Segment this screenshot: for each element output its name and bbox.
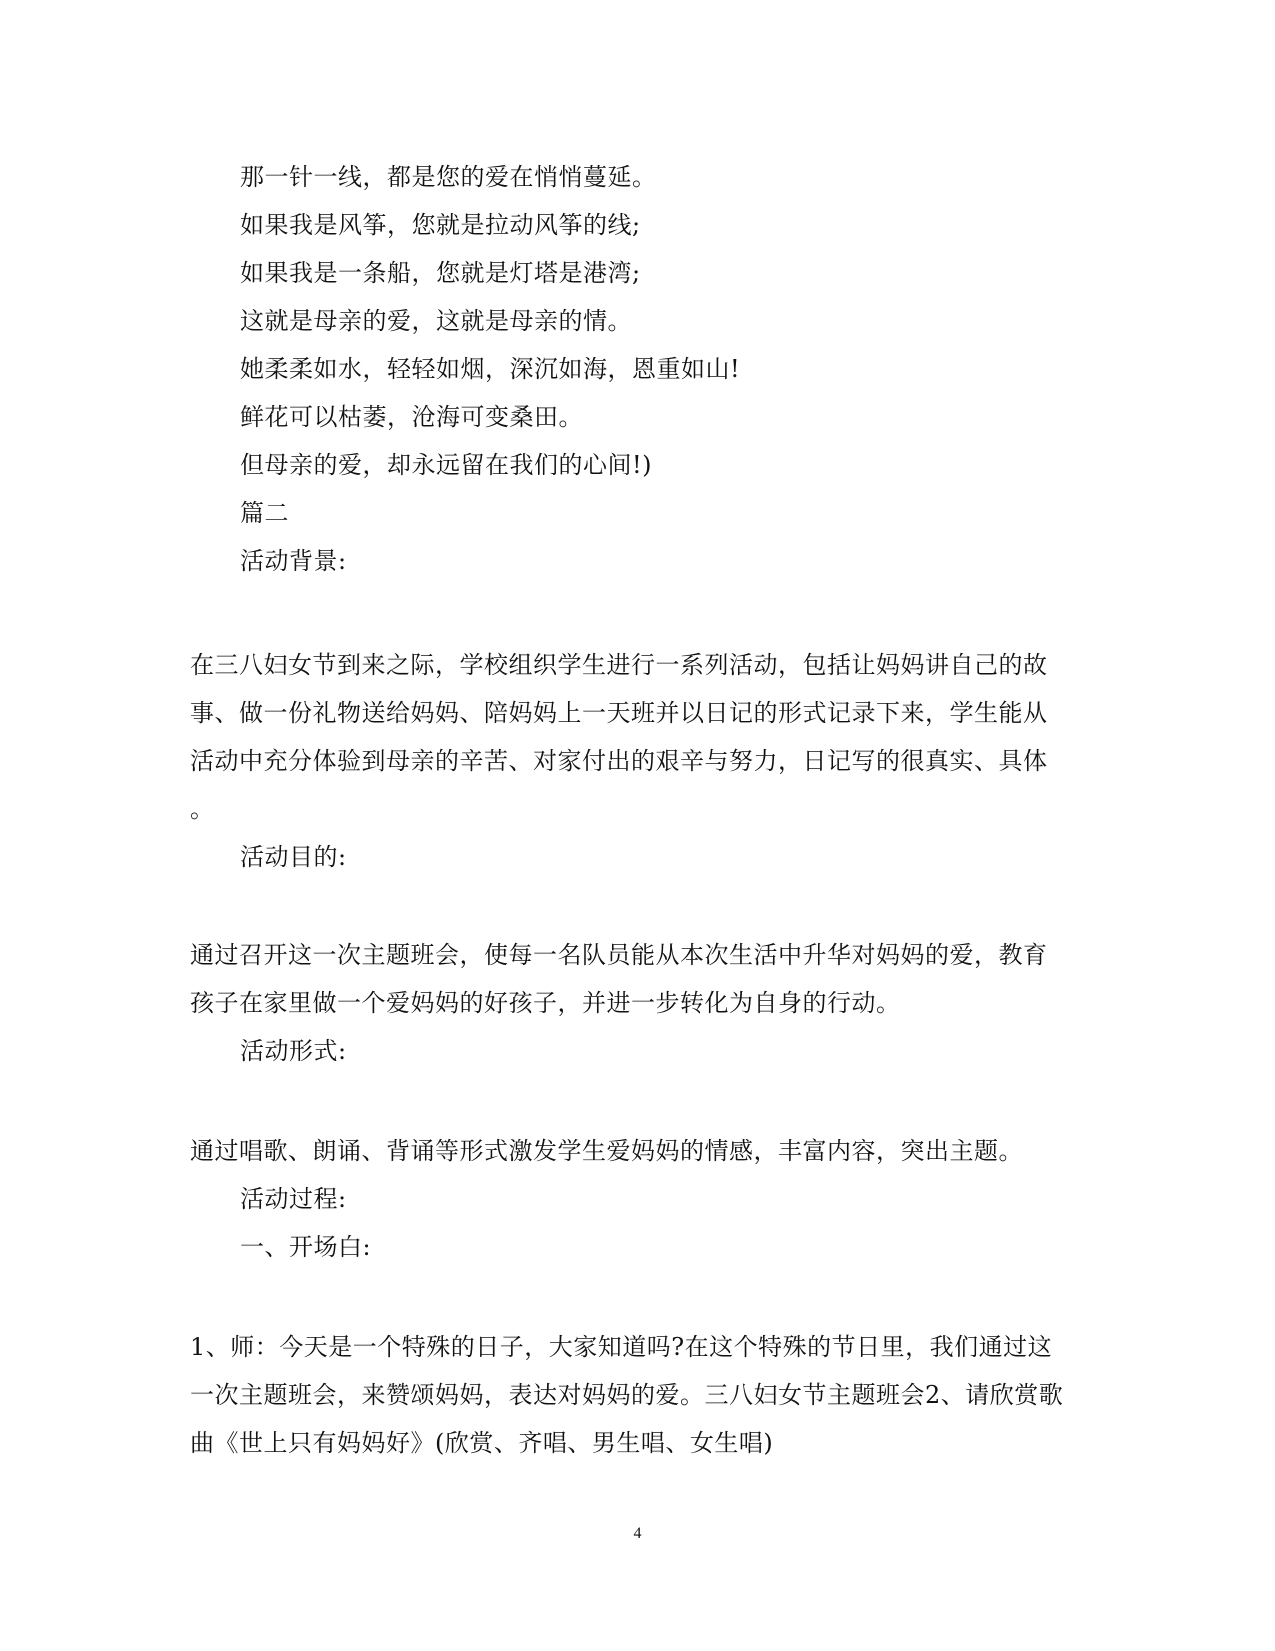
paragraph-line: 1、师：今天是一个特殊的日子，大家知道吗?在这个特殊的节日里，我们通过这: [190, 1333, 1053, 1361]
poem-line: 这就是母亲的爱，这就是母亲的情。: [240, 307, 632, 335]
poem-line: 但母亲的爱，却永远留在我们的心间!): [240, 451, 653, 479]
poem-line: 她柔柔如水，轻轻如烟，深沉如海，恩重如山!: [240, 355, 741, 383]
poem-line: 如果我是一条船，您就是灯塔是港湾;: [240, 259, 641, 287]
paragraph-line: 。: [190, 795, 215, 823]
poem-line: 如果我是风筝，您就是拉动风筝的线;: [240, 211, 641, 239]
subheading-background: 活动背景:: [240, 547, 347, 575]
section-heading: 篇二: [240, 499, 289, 527]
paragraph-line: 通过召开这一次主题班会，使每一名队员能从本次生活中升华对妈妈的爱，教育: [190, 941, 1048, 969]
paragraph-line: 一次主题班会，来赞颂妈妈，表达对妈妈的爱。三八妇女节主题班会2、请欣赏歌: [190, 1381, 1064, 1409]
subheading-format: 活动形式:: [240, 1037, 347, 1065]
poem-line: 鲜花可以枯萎，沧海可变桑田。: [240, 403, 583, 431]
page-number: 4: [633, 1525, 642, 1542]
paragraph-line: 孩子在家里做一个爱妈妈的好孩子，并进一步转化为自身的行动。: [190, 989, 901, 1017]
subheading-purpose: 活动目的:: [240, 843, 347, 871]
paragraph-line: 通过唱歌、朗诵、背诵等形式激发学生爱妈妈的情感，丰富内容，突出主题。: [190, 1137, 1023, 1165]
paragraph-line: 曲《世上只有妈妈好》(欣赏、齐唱、男生唱、女生唱): [190, 1429, 774, 1457]
paragraph-line: 活动中充分体验到母亲的辛苦、对家付出的艰辛与努力，日记写的很真实、具体: [190, 747, 1048, 775]
subheading-opening: 一、开场白:: [240, 1233, 372, 1261]
paragraph-line: 事、做一份礼物送给妈妈、陪妈妈上一天班并以日记的形式记录下来，学生能从: [190, 699, 1048, 727]
paragraph-line: 在三八妇女节到来之际，学校组织学生进行一系列活动，包括让妈妈讲自己的故: [190, 651, 1048, 679]
subheading-process: 活动过程:: [240, 1185, 347, 1213]
poem-line: 那一针一线，都是您的爱在悄悄蔓延。: [240, 163, 657, 191]
